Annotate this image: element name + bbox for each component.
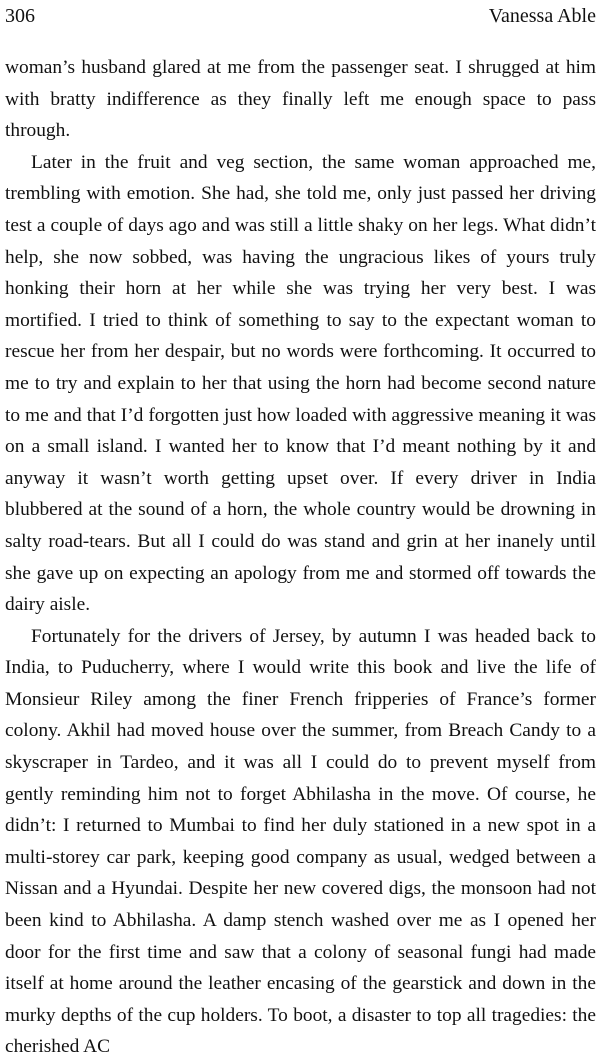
- running-head: Vanessa Able: [488, 5, 596, 27]
- paragraph: Later in the fruit and veg section, the same woman approached me, trembling with emotion. She had, she told me, only just passed her driving test a couple of days ago and was still a little shaky on her legs. What didn’t help, she now sobbed, was having the ungracious likes of yours truly honking their horn at her while she was trying her very best. I was mortified. I tried to think of something to say to the expectant woman to rescue her from her despair, but no words were forthcoming. It occurred to me to try and explain to her that using the horn had become second nature to me and that I’d forgotten just how loaded with aggressive meaning it was on a small island. I wanted her to know that I’d meant nothing by it and anyway it wasn’t worth getting upset over. If every driver in India blubbered at the sound of a horn, the whole country would be drowning in salty road-tears. But all I could do was stand and grin at her inanely until she gave up on expecting an apology from me and stormed off towards the dairy aisle.: [5, 151, 596, 616]
- body-text: [5, 52, 596, 1063]
- paragraph-continued: woman’s husband glared at me from the passenger seat. I shrugged at him with bratty indifference as they finally left me enough space to pass through.: [5, 57, 596, 142]
- page-header: [5, 2, 596, 30]
- paragraph: Fortunately for the drivers of Jersey, by autumn I was headed back to India, to Puducherry, where I would write this book and live the life of Monsieur Riley among the finer French fripperies of France’s former colony. Akhil had moved house over the summer, from Breach Candy to a skyscraper in Tardeo, and it was all I could do to prevent myself from gently reminding him not to forget Abhilasha in the move. Of course, he didn’t: I returned to Mumbai to find her duly stationed in a new spot in a multi-storey car park, keeping good company as usual, wedged between a Nissan and a Hyundai. Despite her new covered digs, the monsoon had not been kind to Abhilasha. A damp stench washed over me as I opened her door for the first time and saw that a colony of seasonal fungi had made itself at home around the leather encasing of the gearstick and down in the murky depths of the cup holders. To boot, a disaster to top all tragedies: the cherished AC: [5, 625, 596, 1058]
- page-number: 306: [5, 5, 35, 27]
